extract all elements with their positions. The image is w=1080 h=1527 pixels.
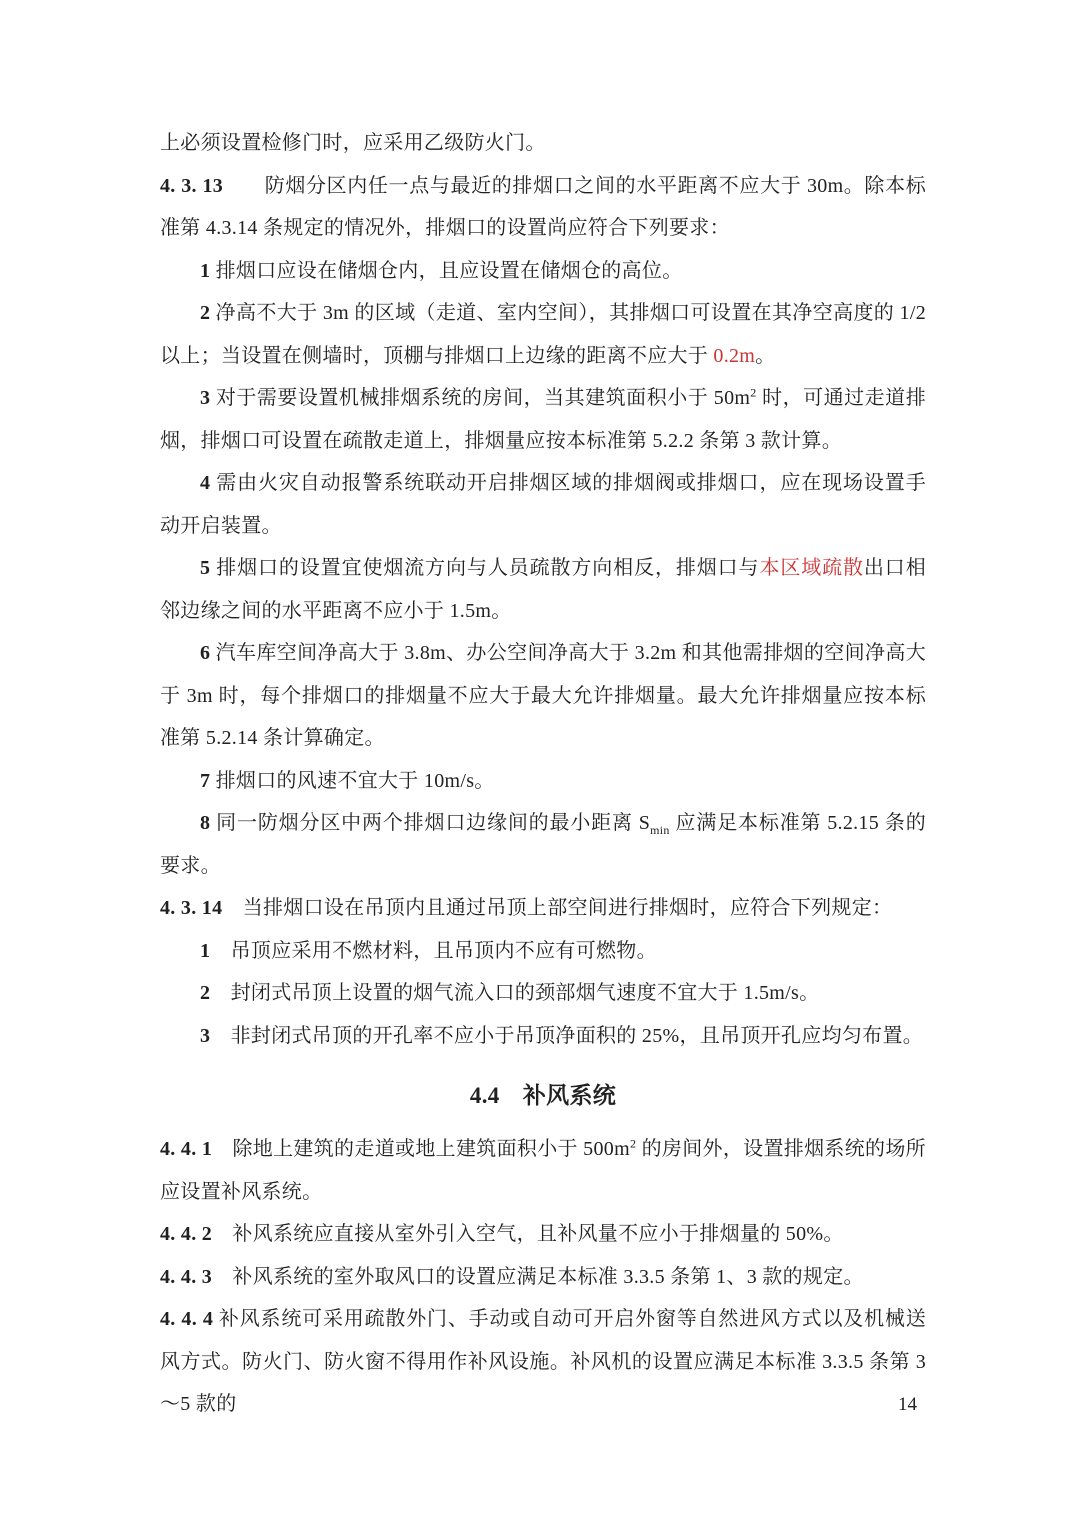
paragraph xyxy=(160,802,926,887)
clause-number: 4 xyxy=(200,472,211,494)
clause-number: 4. 4. 2 xyxy=(160,1223,213,1245)
highlighted-text: 0.2m xyxy=(713,344,756,367)
clause-number: 4. 4. 1 xyxy=(160,1138,213,1160)
paragraph xyxy=(160,122,926,165)
clause-number: 4. 3. 13 xyxy=(160,174,224,197)
text-run: 除地上建筑的走道或地上建筑面积小于 500m xyxy=(212,1138,630,1160)
text-run: 非封闭式吊顶的开孔率不应小于吊顶净面积的 25%，且吊顶开孔应均匀布置。 xyxy=(210,1024,924,1047)
highlighted-text: 本区域疏散 xyxy=(759,557,864,579)
clause-number: 4. 4. 3 xyxy=(160,1265,213,1288)
paragraph xyxy=(160,632,926,760)
paragraph xyxy=(160,1015,926,1058)
clause-number: 1 xyxy=(200,259,211,282)
text-run: 补风系统可采用疏散外门、手动或自动可开启外窗等自然进风方式以及机械送风方式。防火门、防火窗不得用作补风设施。补风机的设置应满足本标准 3.3.5 条第 3～5 款的 xyxy=(160,1308,926,1415)
document-content xyxy=(160,122,926,1426)
paragraph xyxy=(160,292,926,377)
clause-number: 7 xyxy=(200,769,211,792)
paragraph xyxy=(160,377,926,462)
paragraph xyxy=(160,462,926,547)
text-run: 排烟口应设在储烟仓内，且应设置在储烟仓的高位。 xyxy=(210,259,683,282)
clause-number: 4.4 补风系统 xyxy=(469,1083,617,1108)
text-run: 需由火灾自动报警系统联动开启排烟区域的排烟阀或排烟口，应在现场设置手动开启装置。 xyxy=(160,472,926,537)
text-run: 的房间外，设置排烟系统的场所应设置补风系统。 xyxy=(160,1138,926,1203)
text-run: 。 xyxy=(755,344,776,367)
paragraph xyxy=(160,1298,926,1426)
clause-number: 6 xyxy=(200,642,211,664)
paragraph xyxy=(160,1213,926,1256)
paragraph xyxy=(160,547,926,632)
text-run: 当排烟口设在吊顶内且通过吊顶上部空间进行排烟时，应符合下列规定： xyxy=(222,897,893,919)
text-run: 补风系统的室外取风口的设置应满足本标准 3.3.5 条第 1、3 款的规定。 xyxy=(212,1265,864,1288)
text-run: 对于需要设置机械排烟系统的房间，当其建筑面积小于 50m xyxy=(210,387,751,409)
section-heading xyxy=(160,1073,926,1119)
clause-number: 2 xyxy=(200,302,211,324)
paragraph xyxy=(160,250,926,293)
text-run: 吊顶应采用不燃材料，且吊顶内不应有可燃物。 xyxy=(210,939,657,962)
paragraph xyxy=(160,887,926,930)
paragraph xyxy=(160,972,926,1015)
text-run: 出口相邻边缘之间的水平距离不应小于 1.5m。 xyxy=(160,557,926,622)
text-run: 汽车库空间净高大于 3.8m、办公空间净高大于 3.2m 和其他需排烟的空间净高大于 3m 时，每个排烟口的排烟量不应大于最大允许排烟量。最大允许排烟量应按本标准第 5.2.14 条计算确定。 xyxy=(160,642,926,749)
text-run: 防烟分区内任一点与最近的排烟口之间的水平距离不应大于 30m。除本标准第 4.3.14 条规定的情况外，排烟口的设置尚应符合下列要求： xyxy=(160,174,927,239)
clause-number: 8 xyxy=(200,812,211,834)
text-run: 排烟口的设置宜使烟流方向与人员疏散方向相反，排烟口与 xyxy=(210,557,760,579)
superscript: 2 xyxy=(629,1136,637,1151)
clause-number: 4. 4. 4 xyxy=(160,1308,214,1330)
subscript: min xyxy=(650,823,670,837)
paragraph xyxy=(160,930,926,973)
text-run: 净高不大于 3m 的区域（走道、室内空间），其排烟口可设置在其净空高度的 1/2 以上；当设置在侧墙时，顶棚与排烟口上边缘的距离不应大于 xyxy=(160,302,926,367)
paragraph xyxy=(160,165,926,250)
superscript: 2 xyxy=(750,385,757,400)
paragraph xyxy=(160,1128,926,1213)
clause-number: 5 xyxy=(200,557,211,579)
text-run: 同一防烟分区中两个排烟口边缘间的最小距离 S xyxy=(210,812,651,834)
page-number: 14 xyxy=(898,1394,917,1415)
clause-number: 3 xyxy=(200,1024,211,1047)
paragraph xyxy=(160,760,926,803)
text-run: 排烟口的风速不宜大于 10m/s。 xyxy=(210,769,495,792)
paragraph xyxy=(160,1256,926,1299)
text-run: 时，可通过走道排烟，排烟口可设置在疏散走道上，排烟量应按本标准第 5.2.2 条第 3 款计算。 xyxy=(160,387,926,452)
clause-number: 1 xyxy=(200,939,211,962)
text-run: 封闭式吊顶上设置的烟气流入口的颈部烟气速度不宜大于 1.5m/s。 xyxy=(210,982,820,1004)
text-run: 应满足本标准第 5.2.15 条的要求。 xyxy=(160,812,926,877)
text-run: 上必须设置检修门时，应采用乙级防火门。 xyxy=(160,132,546,154)
clause-number: 4. 3. 14 xyxy=(160,897,223,919)
clause-number: 2 xyxy=(200,982,211,1004)
text-run: 补风系统应直接从室外引入空气，且补风量不应小于排烟量的 50%。 xyxy=(212,1223,844,1245)
clause-number: 3 xyxy=(200,387,211,409)
